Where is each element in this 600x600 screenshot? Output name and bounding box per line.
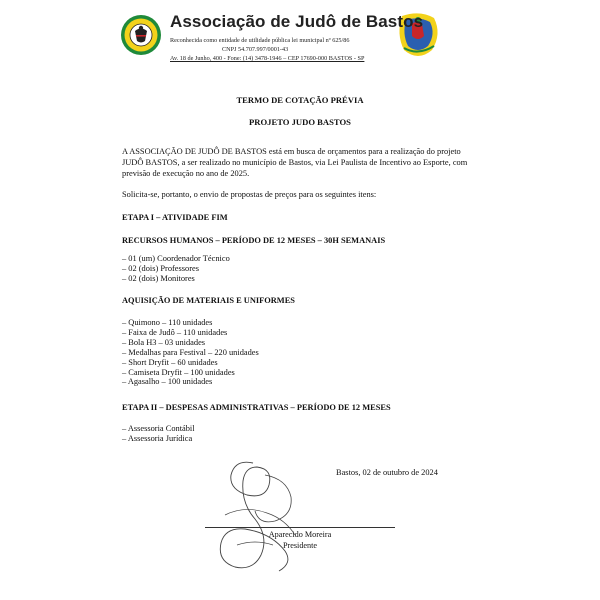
list-item: – Agasalho – 100 unidades <box>122 377 213 387</box>
list-item: – Assessoria Contábil <box>122 424 195 433</box>
organization-cnpj: CNPJ 54.707.997/0001-43 <box>222 46 289 53</box>
organization-address: Av. 18 de Junho, 400 - Fone: (14) 3478-1946 – CEP 17690-000 BASTOS - SP <box>170 55 365 62</box>
document-date: Bastos, 02 de outubro de 2024 <box>336 468 438 477</box>
list-item: – Faixa de Judô – 110 unidades <box>122 327 228 337</box>
request-paragraph: Solicita-se, portanto, o envio de propostas de preços para os seguintes itens: <box>122 190 377 199</box>
judo-bastos-logo-icon <box>120 14 162 56</box>
organization-name: Associação de Judô de Bastos <box>170 12 424 31</box>
materials-list <box>122 318 259 387</box>
organization-recognition: Reconhecida como entidade de utilidade pública lei municipal nº 625/86 <box>170 37 350 44</box>
materials-heading: AQUISIÇÃO DE MATERIAIS E UNIFORMES <box>122 296 295 305</box>
document-subtitle: PROJETO JUDO BASTOS <box>249 117 351 127</box>
etapa2-heading: ETAPA II – DESPESAS ADMINISTRATIVAS – PERÍODO DE 12 MESES <box>122 403 391 412</box>
list-item: – Bola H3 – 03 unidades <box>122 337 206 347</box>
intro-paragraph: A ASSOCIAÇÃO DE JUDÔ DE BASTOS está em busca de orçamentos para a realização do projeto JUDÔ BASTOS, a ser realizado no município de Bastos, via Lei Paulista de Incentivo ao Esporte, com previsão de execução no ano de 2025. <box>122 147 468 179</box>
signer-name: Aparecido Moreira <box>268 530 332 539</box>
list-item: – Short Dryfit – 60 unidades <box>122 357 218 367</box>
list-item: – 02 (dois) Professores <box>122 263 199 273</box>
list-item: – Camiseta Dryfit – 100 unidades <box>122 367 235 377</box>
document-title: TERMO DE COTAÇÃO PRÉVIA <box>236 95 364 105</box>
human-resources-list <box>122 254 230 284</box>
list-item: – 01 (um) Coordenador Técnico <box>122 254 230 263</box>
list-item: – 02 (dois) Monitores <box>122 273 195 283</box>
administrative-list <box>122 424 195 444</box>
handwritten-signature-icon <box>195 455 335 580</box>
list-item: – Medalhas para Festival – 220 unidades <box>122 347 259 357</box>
etapa1-heading: ETAPA I – ATIVIDADE FIM <box>122 213 228 222</box>
list-item: – Assessoria Jurídica <box>122 433 193 443</box>
human-resources-heading: RECURSOS HUMANOS – PERÍODO DE 12 MESES – 30H SEMANAIS <box>122 236 386 245</box>
signature-line <box>205 527 395 528</box>
list-item: – Quimono – 110 unidades <box>122 318 213 327</box>
signer-role: Presidente <box>282 541 318 550</box>
